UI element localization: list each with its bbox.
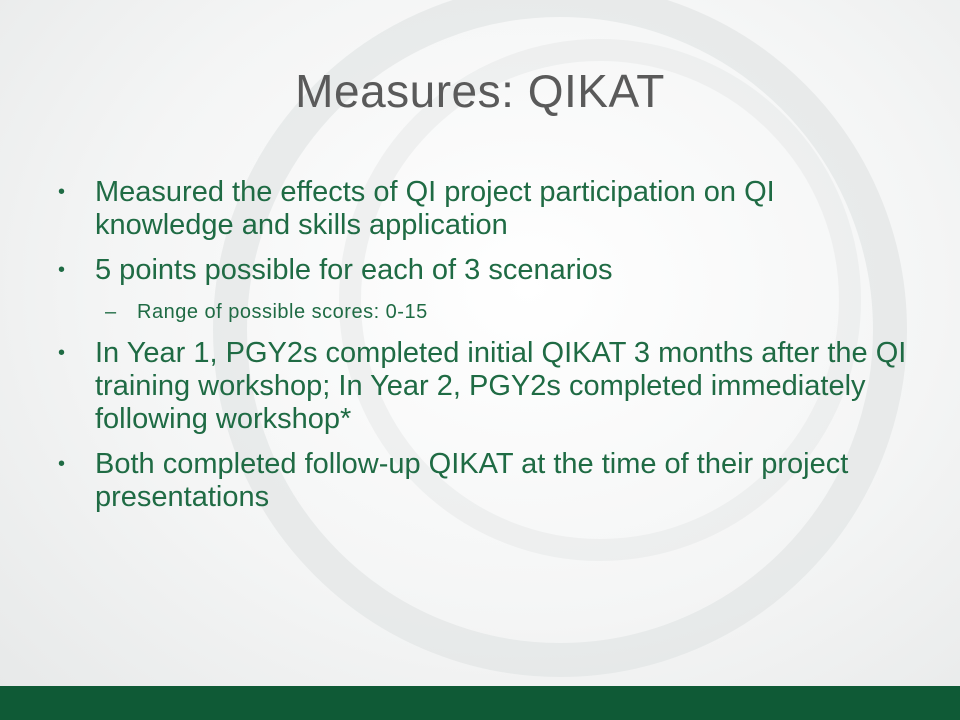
- bullet-marker: •: [58, 453, 66, 475]
- bullet-text: In Year 1, PGY2s completed initial QIKAT 3 months after the QI training workshop; In Year 2, PGY2s completed immediately following workshop*: [95, 337, 907, 435]
- bullet-item: [58, 337, 918, 436]
- slide-title: Measures: QIKAT: [295, 65, 665, 117]
- bullet-item: [58, 448, 918, 514]
- dash-marker: –: [105, 301, 117, 323]
- bullet-marker: •: [58, 259, 66, 281]
- bullet-item: [58, 176, 918, 242]
- footer-bar: [0, 686, 960, 720]
- bullet-text: Both completed follow-up QIKAT at the time of their project presentations: [95, 448, 849, 513]
- bullet-marker: •: [58, 181, 66, 203]
- bullet-text: 5 points possible for each of 3 scenarios: [95, 254, 613, 286]
- bullet-text: Measured the effects of QI project participation on QI knowledge and skills application: [95, 176, 775, 241]
- bullet-item: [58, 254, 918, 287]
- sub-bullet-text: Range of possible scores: 0-15: [137, 301, 428, 323]
- sub-bullet-item: [58, 299, 918, 325]
- bullet-marker: •: [58, 342, 66, 364]
- bullet-list: [58, 176, 918, 526]
